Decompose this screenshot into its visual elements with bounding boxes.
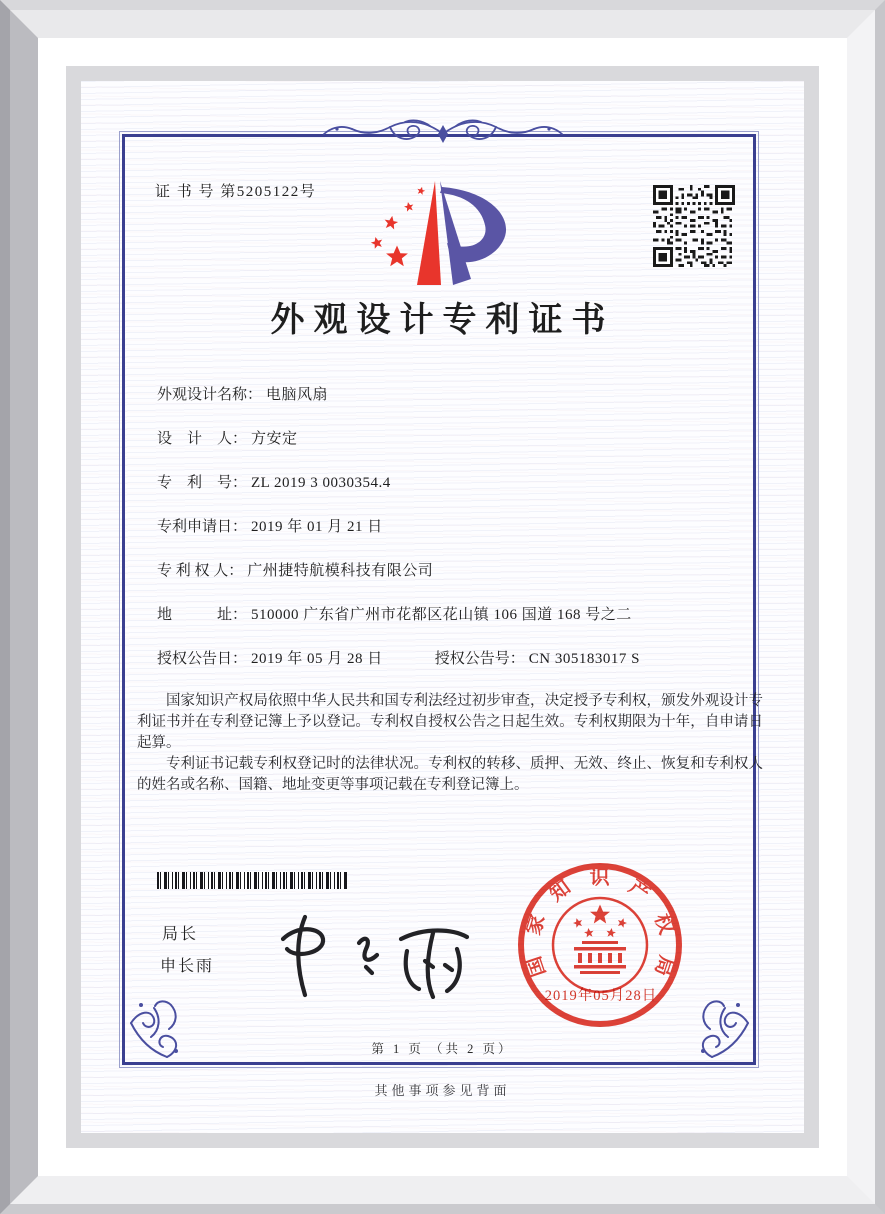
grant-no-label: 授权公告号： — [434, 651, 525, 667]
field-label: 专利申请日： — [157, 519, 248, 535]
frame-white-mat — [38, 38, 847, 1176]
certificate-number: 证 书 号 第5205122号 — [155, 184, 317, 200]
legal-paragraph: 专利证书记载专利权登记时的法律状况。专利权的转移、质押、无效、终止、恢复和专利权人的姓名或名称、国籍、地址变更等事项记载在专利登记簿上。 — [137, 756, 763, 793]
field-label: 专 利 号： — [157, 475, 248, 491]
back-note: 其他事项参见背面 — [374, 1083, 511, 1098]
frame-bevel — [10, 10, 875, 1204]
field-label: 地 址： — [157, 607, 248, 623]
barcode — [157, 872, 347, 889]
field-value: 510000 广东省广州市花都区花山镇 106 国道 168 号之二 — [251, 607, 632, 623]
grant-date-value: 2019 年 05 月 28 日 — [251, 651, 383, 667]
certificate-paper — [81, 81, 804, 1133]
frame-inner-mat — [66, 66, 819, 1148]
field-label: 外观设计名称： — [157, 387, 263, 403]
certificate-title: 外观设计专利证书 — [270, 302, 615, 339]
signer-title: 局长 — [162, 926, 199, 943]
field-design-name — [157, 383, 757, 427]
grant-date-label: 授权公告日： — [157, 651, 248, 667]
signer-name: 申长雨 — [160, 958, 215, 975]
field-value: 广州捷特航模科技有限公司 — [247, 563, 434, 579]
legal-text — [137, 691, 763, 796]
field-patentee — [157, 559, 757, 603]
field-value: 2019 年 01 月 21 日 — [251, 519, 383, 535]
grant-no-value: CN 305183017 S — [528, 651, 640, 667]
field-application-date — [157, 515, 757, 559]
seal-date: 2019年05月28日 — [544, 988, 658, 1004]
field-value: 电脑风扇 — [266, 387, 329, 403]
field-label: 设 计 人： — [157, 431, 248, 447]
top-flourish-icon — [318, 114, 568, 154]
emblem-gate — [574, 941, 626, 974]
field-value: 方安定 — [251, 431, 298, 447]
field-designer — [157, 427, 757, 471]
field-grant-row — [157, 647, 757, 691]
certificate-fields — [157, 383, 757, 691]
field-label: 专 利 权 人： — [157, 563, 244, 579]
field-value: ZL 2019 3 0030354.4 — [251, 475, 391, 491]
field-address — [157, 603, 757, 647]
official-seal-icon — [514, 859, 686, 1031]
seal-text: 国家知识产权局 — [522, 866, 678, 980]
cnipa-logo-icon — [363, 177, 519, 289]
page-number: 第 1 页 （共 2 页） — [371, 1042, 514, 1056]
field-patent-number — [157, 471, 757, 515]
qr-code — [653, 185, 735, 267]
legal-paragraph: 国家知识产权局依照中华人民共和国专利法经过初步审查，决定授予专利权，颁发外观设计专利证书并在专利登记簿上予以登记。专利权自授权公告之日起生效。专利权期限为十年，自申请日起算。 — [137, 693, 763, 751]
director-signature — [271, 909, 486, 999]
